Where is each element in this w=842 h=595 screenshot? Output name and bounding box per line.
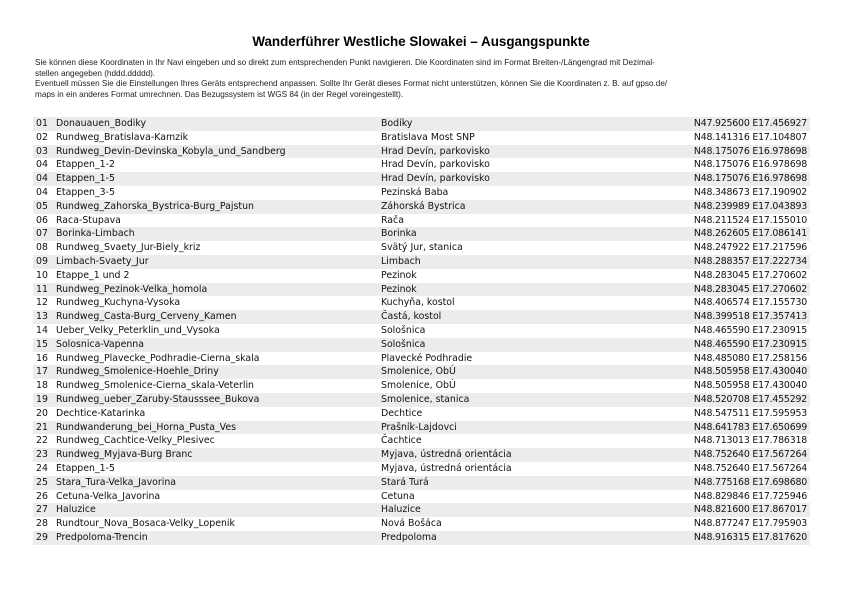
table-row	[33, 503, 810, 517]
route-name: Etappe_1 und 2	[56, 269, 130, 281]
coordinates: N48.821600 E17.867017	[693, 504, 807, 516]
start-point: Smolenice, ObÚ	[381, 380, 456, 392]
route-name: Cetuna-Velka_Javorina	[56, 490, 161, 502]
table-row	[33, 421, 810, 435]
row-number: 11	[36, 283, 48, 295]
table-row	[33, 214, 810, 228]
route-name: Rundwanderung_bei_Horna_Pusta_Ves	[56, 421, 236, 433]
start-point: Sološnica	[381, 338, 426, 350]
route-name: Rundtour_Nova_Bosaca-Velky_Lopenik	[56, 518, 235, 530]
start-point: Kuchyňa, kostol	[381, 297, 455, 309]
coordinates: N48.247922 E17.217596	[693, 242, 807, 254]
coordinates: N48.713013 E17.786318	[693, 435, 807, 447]
start-point: Častá, kostol	[381, 311, 442, 323]
intro-line: Sie können diese Koordinaten in Ihr Navi eingeben und so direkt zum entsprechenden Punkt navigieren. Die Koordinaten sind im Format Breiten-/Längengrad mit Dezimal-	[35, 58, 655, 67]
table-row	[33, 448, 810, 462]
table-row	[33, 172, 810, 186]
start-point: Pezinská Baba	[381, 186, 449, 198]
table-row	[33, 476, 810, 490]
table-row	[33, 131, 810, 145]
row-number: 21	[36, 421, 48, 433]
intro-text	[35, 58, 811, 100]
start-point: Stará Turá	[381, 476, 429, 488]
route-name: Rundweg_Smolenice-Cierna_skala-Veterlin	[56, 380, 255, 392]
row-number: 24	[36, 462, 48, 474]
start-point: Dechtice	[381, 407, 423, 419]
row-number: 12	[36, 297, 48, 309]
table-row	[33, 186, 810, 200]
start-point: Hrad Devín, parkovisko	[381, 159, 490, 171]
coordinates: N48.239989 E17.043893	[693, 200, 807, 212]
start-point: Myjava, ústredná orientácia	[381, 462, 512, 474]
row-number: 20	[36, 407, 48, 419]
start-point: Pezinok	[381, 283, 417, 295]
start-point: Smolenice, ObÚ	[381, 366, 456, 378]
table-row	[33, 269, 810, 283]
row-number: 29	[36, 531, 48, 543]
table-row	[33, 365, 810, 379]
start-point: Bodíky	[381, 118, 413, 129]
row-number: 14	[36, 324, 48, 336]
start-point: Plavecké Podhradie	[381, 352, 473, 364]
table-row	[33, 296, 810, 310]
coordinates-table	[33, 117, 810, 545]
row-number: 26	[36, 490, 48, 502]
start-point: Myjava, ústredná orientácia	[381, 449, 512, 461]
start-point: Záhorská Bystrica	[381, 200, 466, 212]
coordinates: N48.175076 E16.978698	[693, 159, 807, 171]
route-name: Rundweg_Zahorska_Bystrica-Burg_Pajstun	[56, 200, 254, 212]
coordinates: N48.547511 E17.595953	[693, 407, 807, 419]
start-point: Bratislava Most SNP	[381, 131, 475, 143]
table-row	[33, 462, 810, 476]
coordinates: N47.925600 E17.456927	[693, 118, 807, 129]
coordinates: N48.211524 E17.155010	[693, 214, 807, 226]
route-name: Etappen_3-5	[56, 186, 115, 198]
table-row	[33, 241, 810, 255]
row-number: 19	[36, 393, 48, 405]
intro-line: stellen angegeben (hddd.ddddd).	[35, 68, 156, 78]
row-number: 22	[36, 435, 48, 447]
row-number: 03	[36, 145, 48, 157]
start-point: Limbach	[381, 255, 421, 267]
row-number: 05	[36, 200, 48, 212]
row-number: 17	[36, 366, 48, 378]
row-number: 27	[36, 504, 48, 516]
table-row	[33, 200, 810, 214]
row-number: 28	[36, 518, 48, 530]
row-number: 04	[36, 173, 48, 185]
coordinates: N48.175076 E16.978698	[693, 145, 807, 157]
route-name: Rundweg_Kuchyna-Vysoka	[56, 297, 181, 309]
start-point: Hrad Devín, parkovisko	[381, 173, 490, 185]
coordinates: N48.399518 E17.357413	[693, 311, 807, 323]
coordinates: N48.916315 E17.817620	[693, 531, 807, 543]
table-row	[33, 434, 810, 448]
coordinates: N48.283045 E17.270602	[693, 283, 807, 295]
coordinates: N48.262605 E17.086141	[693, 228, 807, 240]
table-row	[33, 517, 810, 531]
start-point: Cetuna	[381, 490, 415, 502]
coordinates: N48.283045 E17.270602	[693, 269, 807, 281]
row-number: 01	[36, 118, 48, 129]
row-number: 07	[36, 228, 48, 240]
coordinates: N48.520708 E17.455292	[693, 393, 807, 405]
route-name: Borinka-Limbach	[56, 228, 135, 240]
table-row	[33, 158, 810, 172]
row-number: 18	[36, 380, 48, 392]
route-name: Rundweg_Myjava-Burg Branc	[56, 449, 193, 461]
row-number: 10	[36, 269, 48, 281]
route-name: Rundweg_Svaety_Jur-Biely_kriz	[56, 242, 201, 254]
table-row	[33, 379, 810, 393]
table-row	[33, 310, 810, 324]
route-name: Etappen_1-2	[56, 159, 115, 171]
start-point: Svätý Jur, stanica	[381, 242, 463, 254]
intro-line: Eventuell müssen Sie die Einstellungen Ihres Geräts entsprechend anpassen. Sollte Ihr Gerät dieses Format nicht unterstützen, können Sie die Koordinaten z. B. auf gpso.de/	[35, 79, 668, 89]
route-name: Solosnica-Vapenna	[56, 338, 144, 350]
coordinates: N48.485080 E17.258156	[693, 352, 807, 364]
intro-line: maps in ein anderes Format umrechnen. Das Bezugssystem ist WGS 84 (in der Regel voreingestellt).	[35, 89, 404, 99]
table-row	[33, 338, 810, 352]
route-name: Rundweg_Casta-Burg_Cerveny_Kamen	[56, 311, 237, 323]
start-point: Hrad Devín, parkovisko	[381, 145, 490, 157]
coordinates: N48.829846 E17.725946	[693, 490, 807, 502]
route-name: Limbach-Svaety_Jur	[56, 255, 149, 267]
row-number: 15	[36, 338, 48, 350]
start-point: Čachtice	[381, 435, 422, 447]
coordinates: N48.465590 E17.230915	[693, 324, 807, 336]
coordinates: N48.406574 E17.155730	[693, 297, 807, 309]
row-number: 23	[36, 449, 48, 461]
table-row	[33, 255, 810, 269]
table-row	[33, 531, 810, 545]
route-name: Raca-Stupava	[56, 214, 121, 226]
route-name: Rundweg_Smolenice-Hoehle_Driny	[56, 366, 219, 378]
coordinates: N48.752640 E17.567264	[693, 462, 807, 474]
coordinates: N48.141316 E17.104807	[693, 131, 807, 143]
route-name: Predpoloma-Trencin	[56, 531, 148, 543]
route-name: Rundweg_Pezinok-Velka_homola	[56, 283, 208, 295]
start-point: Predpoloma	[381, 531, 437, 543]
route-name: Haluzice	[56, 504, 96, 516]
route-name: Rundweg_Devin-Devinska_Kobyla_und_Sandberg	[56, 145, 286, 157]
row-number: 08	[36, 242, 48, 254]
row-number: 25	[36, 476, 48, 488]
coordinates: N48.465590 E17.230915	[693, 338, 807, 350]
row-number: 06	[36, 214, 48, 226]
table-row	[33, 117, 810, 131]
row-number: 02	[36, 131, 48, 143]
row-number: 09	[36, 255, 48, 267]
coordinates: N48.877247 E17.795903	[693, 518, 807, 530]
coordinates: N48.175076 E16.978698	[693, 173, 807, 185]
route-name: Ueber_Velky_Peterklin_und_Vysoka	[56, 324, 220, 336]
table-row	[33, 490, 810, 504]
row-number: 13	[36, 311, 48, 323]
table-row	[33, 352, 810, 366]
route-name: Etappen_1-5	[56, 173, 115, 185]
route-name: Dechtice-Katarinka	[56, 407, 146, 419]
route-name: Rundweg_ueber_Zaruby-Stausssee_Bukova	[56, 393, 260, 405]
start-point: Rača	[381, 214, 404, 226]
table-row	[33, 407, 810, 421]
table-row	[33, 283, 810, 297]
route-name: Stara_Tura-Velka_Javorina	[56, 476, 177, 488]
coordinates: N48.505958 E17.430040	[693, 380, 807, 392]
start-point: Pezinok	[381, 269, 417, 281]
start-point: Haluzice	[381, 504, 421, 516]
coordinates: N48.348673 E17.190902	[693, 186, 807, 198]
row-number: 04	[36, 186, 48, 198]
coordinates: N48.505958 E17.430040	[693, 366, 807, 378]
page-title: Wanderführer Westliche Slowakei – Ausgangspunkte	[252, 34, 590, 49]
coordinates: N48.288357 E17.222734	[693, 255, 807, 267]
route-name: Rundweg_Cachtice-Velky_Plesivec	[56, 435, 215, 447]
table-row	[33, 324, 810, 338]
start-point: Sološnica	[381, 324, 426, 336]
row-number: 16	[36, 352, 48, 364]
start-point: Nová Bošáca	[381, 518, 442, 530]
start-point: Borinka	[381, 228, 417, 240]
start-point: Prašník-Lajdovci	[381, 421, 457, 433]
coordinates: N48.752640 E17.567264	[693, 449, 807, 461]
route-name: Rundweg_Bratislava-Kamzik	[56, 131, 189, 143]
coordinates: N48.775168 E17.698680	[693, 476, 807, 488]
table-row	[33, 393, 810, 407]
route-name: Etappen_1-5	[56, 462, 115, 474]
route-name: Rundweg_Plavecke_Podhradie-Cierna_skala	[56, 352, 260, 364]
route-name: Donauauen_Bodiky	[56, 118, 147, 129]
coordinates: N48.641783 E17.650699	[693, 421, 807, 433]
row-number: 04	[36, 159, 48, 171]
table-row	[33, 227, 810, 241]
table-row	[33, 145, 810, 159]
start-point: Smolenice, stanica	[381, 393, 470, 405]
